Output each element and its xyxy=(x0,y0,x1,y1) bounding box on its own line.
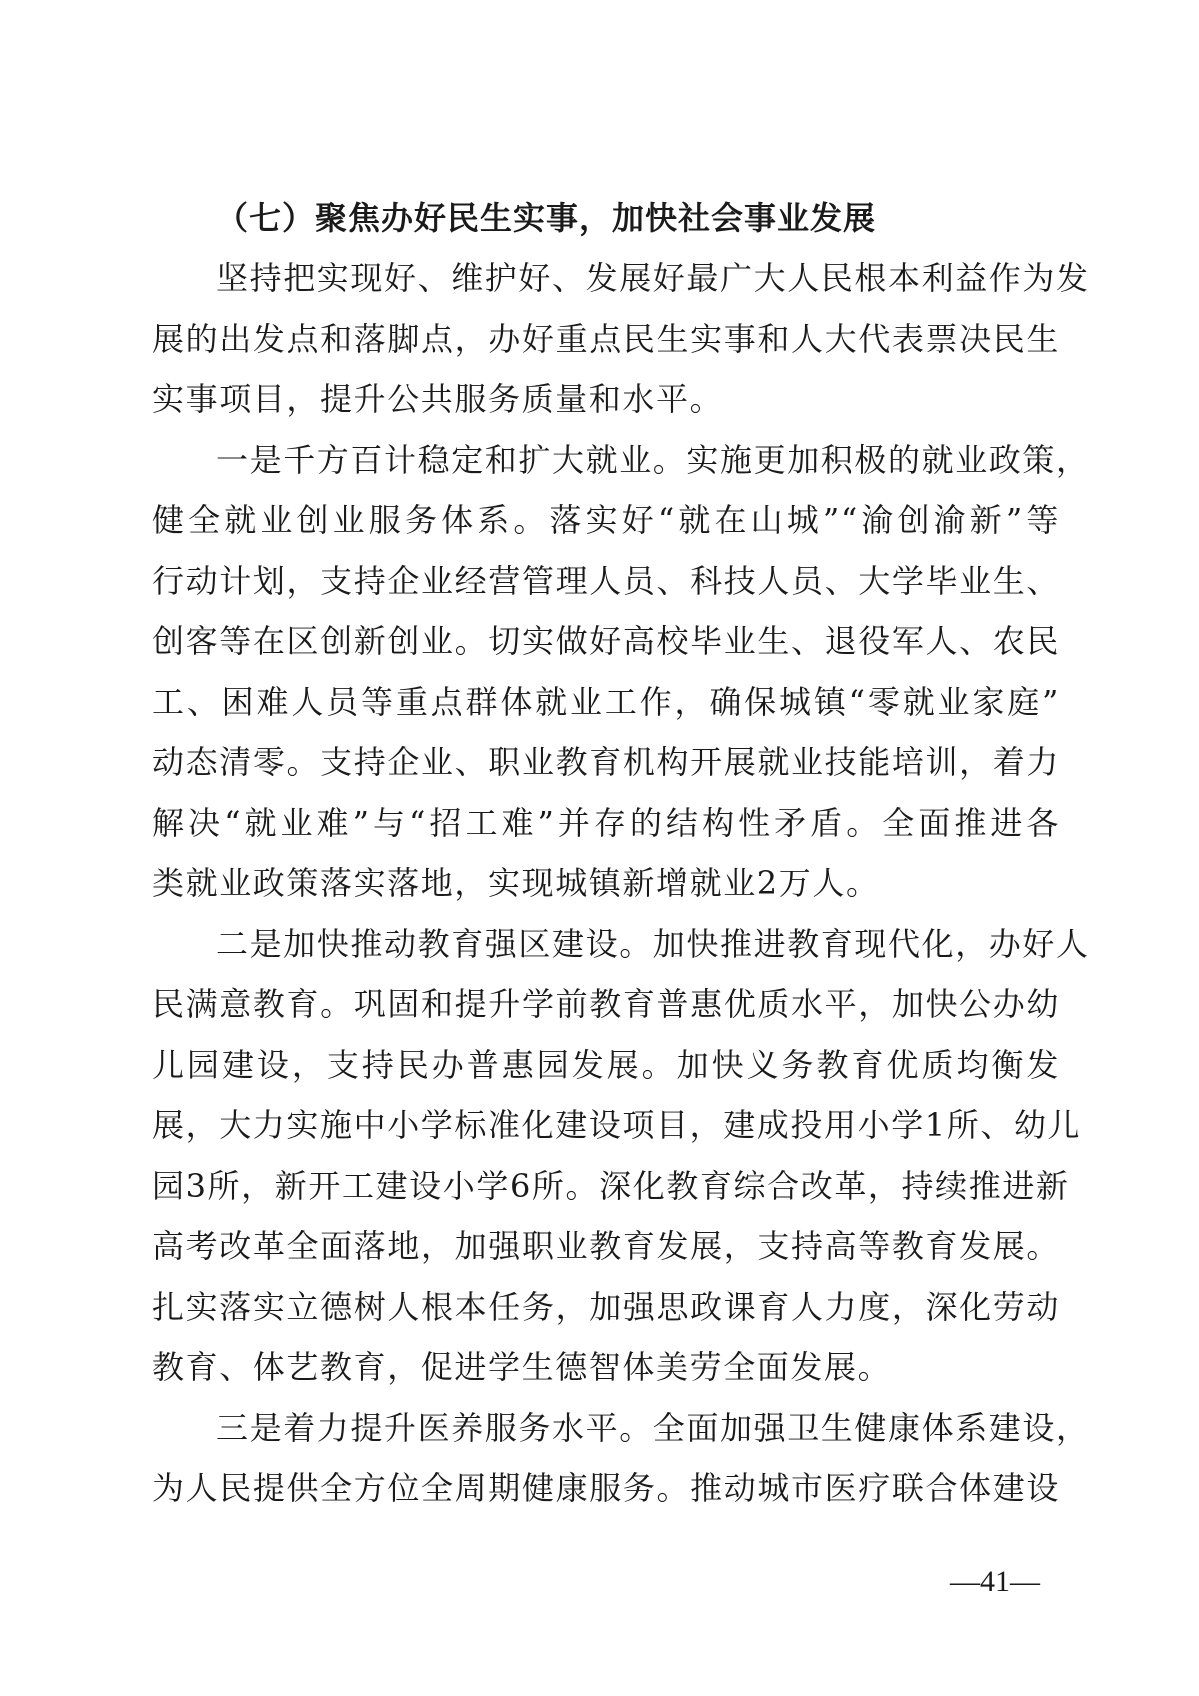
text-line: 创客等在区创新创业。切实做好高校毕业生、退役军人、农民 xyxy=(152,622,1060,660)
text-line: 二是加快推动教育强区建设。加快推进教育现代化，办好人 xyxy=(216,924,1090,963)
text-line: 为人民提供全方位全周期健康服务。推动城市医疗联合体建设 xyxy=(152,1469,1060,1507)
text-line: 一是千方百计稳定和扩大就业。实施更加积极的就业政策， xyxy=(216,440,1090,479)
text-line: 高考改革全面落地，加强职业教育发展，支持高等教育发展。 xyxy=(152,1227,1060,1265)
paragraph-healthcare xyxy=(152,1398,1090,1519)
text-line: 儿园建设，支持民办普惠园发展。加快义务教育优质均衡发 xyxy=(152,1045,1060,1084)
section-heading: （七）聚焦办好民生实事，加快社会事业发展 xyxy=(216,199,877,237)
document-page xyxy=(152,188,1090,1519)
text-line: 解决“就业难”与“招工难”并存的结构性矛盾。全面推进各 xyxy=(152,803,1060,842)
text-line: 行动计划，支持企业经营管理人员、科技人员、大学毕业生、 xyxy=(152,561,1060,600)
text-line: 园3所，新开工建设小学6所。深化教育综合改革，持续推进新 xyxy=(152,1166,1070,1205)
text-line: 展，大力实施中小学标准化建设项目，建成投用小学1所、幼儿 xyxy=(152,1106,1082,1144)
text-line: 民满意教育。巩固和提升学前教育普惠优质水平，加快公办幼 xyxy=(152,985,1060,1023)
text-line: 动态清零。支持企业、职业教育机构开展就业技能培训，着力 xyxy=(152,743,1060,781)
text-line: 类就业政策落实落地，实现城镇新增就业2万人。 xyxy=(152,864,880,902)
paragraph-intro xyxy=(152,248,1090,430)
text-line: 坚持把实现好、维护好、发展好最广大人民根本利益作为发 xyxy=(216,259,1090,297)
text-line: 实事项目，提升公共服务质量和水平。 xyxy=(152,380,724,418)
page-number: —41— xyxy=(950,1565,1040,1598)
paragraph-employment xyxy=(152,430,1090,914)
text-line: 三是着力提升医养服务水平。全面加强卫生健康体系建设， xyxy=(216,1408,1090,1447)
text-line: 健全就业创业服务体系。落实好“就在山城”“渝创渝新”等 xyxy=(152,501,1060,539)
text-line: 工、困难人员等重点群体就业工作，确保城镇“零就业家庭” xyxy=(152,682,1060,721)
text-line: 展的出发点和落脚点，办好重点民生实事和人大代表票决民生 xyxy=(152,319,1060,358)
text-line: 扎实落实立德树人根本任务，加强思政课育人力度，深化劳动 xyxy=(152,1287,1060,1326)
paragraph-education xyxy=(152,914,1090,1398)
text-line: 教育、体艺教育，促进学生德智体美劳全面发展。 xyxy=(152,1348,892,1386)
